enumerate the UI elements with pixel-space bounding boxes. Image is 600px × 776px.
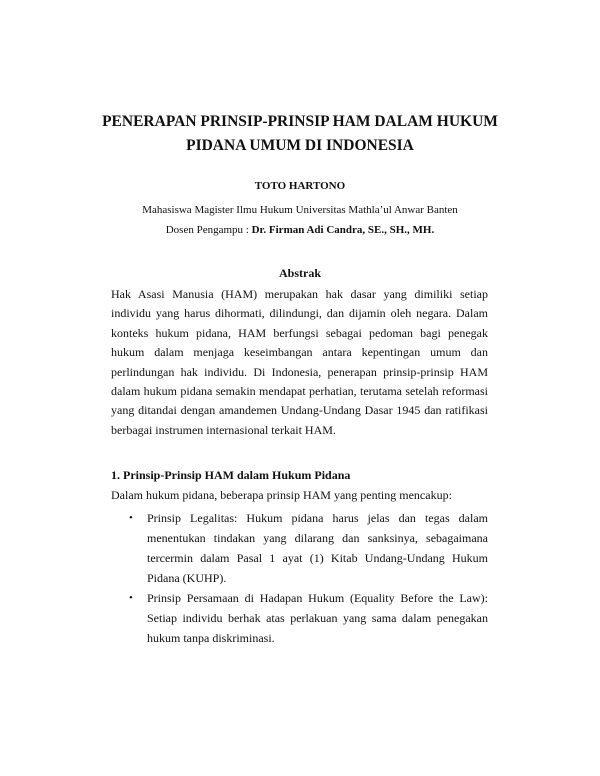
author-name: TOTO HARTONO bbox=[254, 180, 346, 192]
supervisor-label: Dosen Pengampu : bbox=[165, 224, 252, 236]
bullet-icon: • bbox=[129, 592, 133, 604]
author-affiliation: Mahasiswa Magister Ilmu Hukum Universitas Mathla’ul Anwar Banten bbox=[142, 204, 458, 216]
abstract-heading: Abstrak bbox=[278, 266, 321, 280]
section-1-intro: Dalam hukum pidana, beberapa prinsip HAM yang penting mencakup: bbox=[111, 488, 452, 502]
section-1-heading: 1. Prinsip-Prinsip HAM dalam Hukum Pidana bbox=[111, 468, 351, 482]
bullet-icon: • bbox=[129, 512, 133, 524]
abstract-paragraph: Hak Asasi Manusia (HAM) merupakan hak dasar yang dimiliki setiap individu yang harus dihormati, dilindungi, dan dijamin oleh negara. Dalam konteks hukum pidana, HAM berfungsi sebagai pedoman bagi penegak hukum dalam menjaga keseimbangan antara kepentingan umum dan perlindungan hak individu. Di Indonesia, penerapan prinsip-prinsip HAM dalam hukum pidana semakin mendapat perhatian, terutama setelah reformasi yang ditandai dengan amandemen Undang-Undang Dasar 1945 dan ratifikasi berbagai instrumen internasional terkait HAM. bbox=[111, 287, 488, 437]
section-1-bullet-list bbox=[111, 508, 488, 648]
list-item bbox=[111, 508, 488, 588]
paper-title bbox=[60, 110, 540, 158]
paper-title-line-2: PIDANA UMUM DI INDONESIA bbox=[186, 137, 414, 154]
supervisor-name: Dr. Firman Adi Candra, SE., SH., MH. bbox=[251, 224, 435, 236]
list-item bbox=[111, 588, 488, 648]
list-item-text: Prinsip Legalitas: Hukum pidana harus jelas dan tegas dalam menentukan tindakan yang dilarang dan sanksinya, sebagaimana tercermin dalam Pasal 1 ayat (1) Kitab Undang-Undang Hukum Pidana (KUHP). bbox=[147, 511, 488, 585]
paper-title-line-1: PENERAPAN PRINSIP-PRINSIP HAM DALAM HUKUM bbox=[102, 113, 498, 130]
abstract-body bbox=[111, 285, 488, 440]
list-item-text: Prinsip Persamaan di Hadapan Hukum (Equality Before the Law): Setiap individu berhak atas perlakuan yang sama dalam penegakan hukum tanpa diskriminasi. bbox=[147, 591, 488, 645]
supervisor-line bbox=[0, 224, 600, 236]
